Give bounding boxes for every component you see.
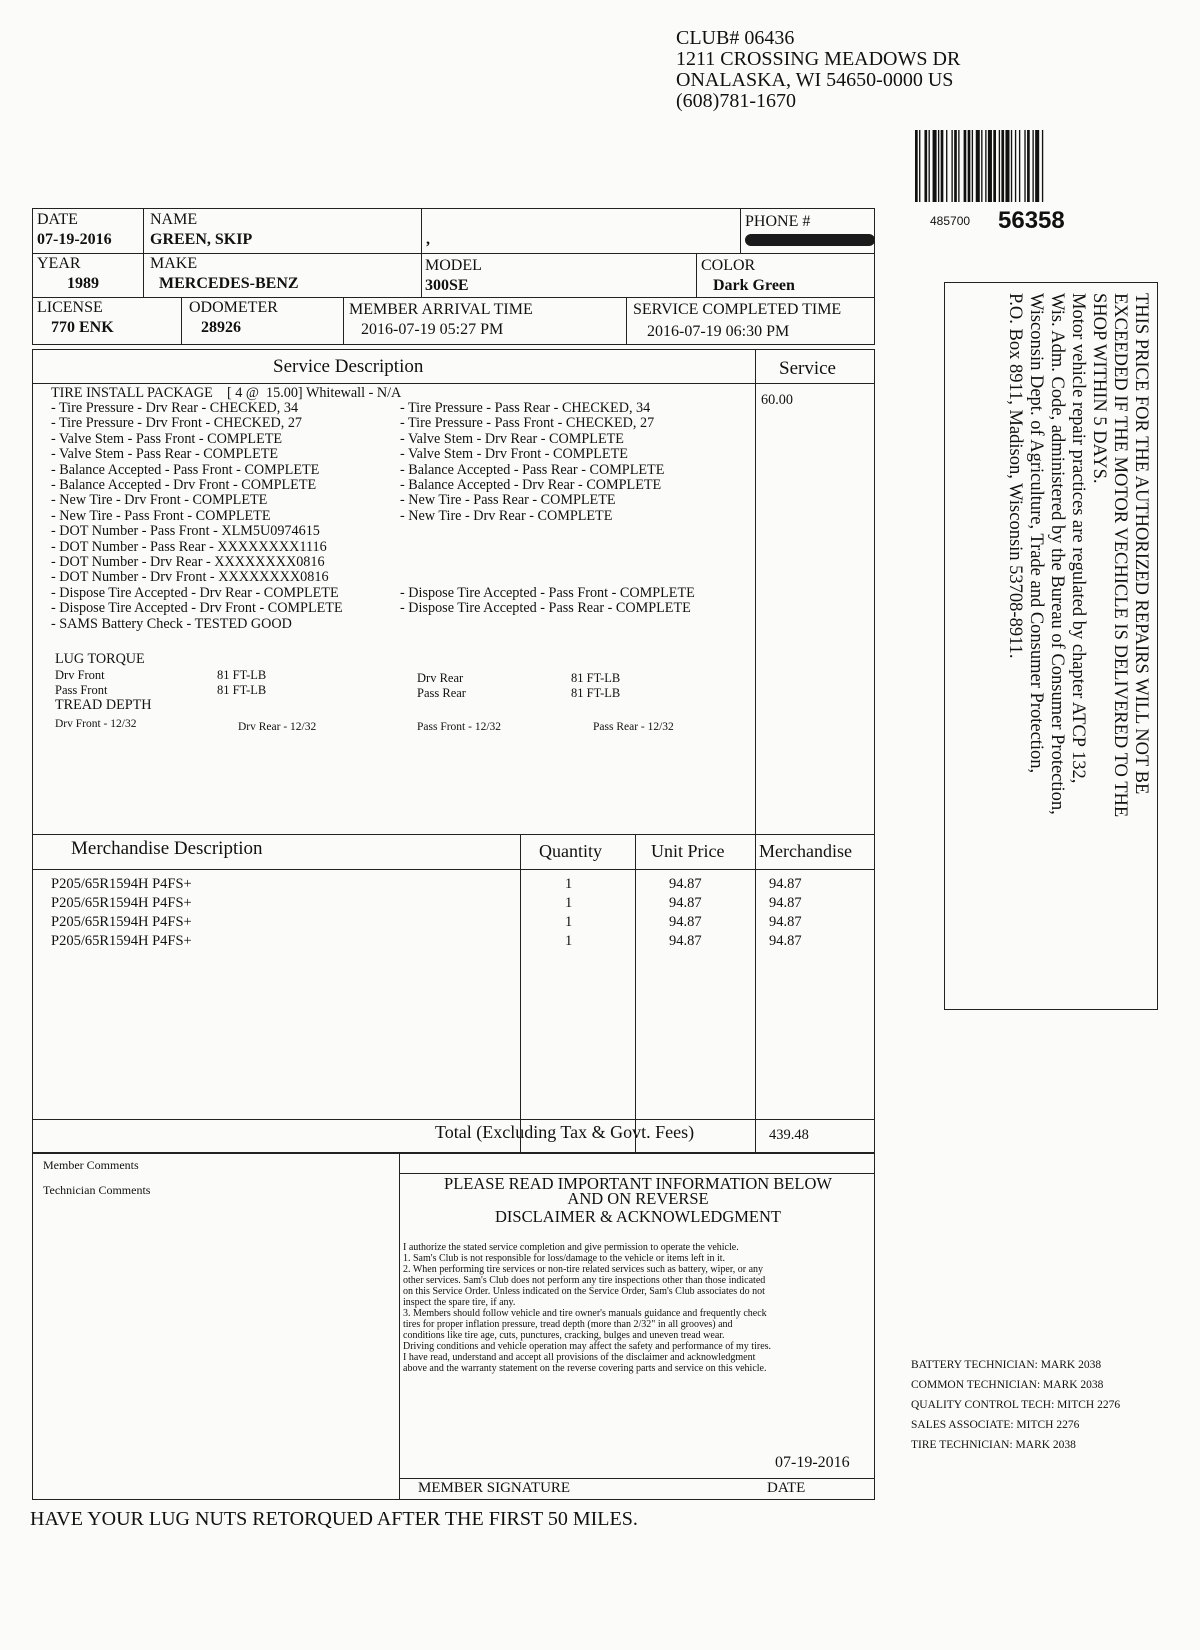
- barcode-bar: [1015, 130, 1016, 202]
- disclaimer-line: conditions like tire age, cuts, punctures, cracking, bulges and uneven tread wear.: [403, 1330, 725, 1341]
- comments-disclaimer-box: [32, 1152, 875, 1500]
- model-label: MODEL: [425, 257, 482, 274]
- service-line: [400, 570, 695, 585]
- notice-line-6: Wisconsin Dept. of Agriculture, Trade and Consumer Protection,: [1026, 293, 1046, 774]
- torque-drv-rear-label: Drv Rear: [417, 671, 464, 685]
- merchandise-line-total: 94.87: [769, 895, 802, 911]
- barcode-bar: [954, 130, 957, 202]
- service-line: - Dispose Tire Accepted - Drv Rear - COMPLETE: [51, 584, 339, 601]
- service-line: - Valve Stem - Drv Rear - COMPLETE: [400, 430, 624, 447]
- service-line: - Dispose Tire Accepted - Pass Front - COMPLETE: [400, 584, 695, 601]
- disclaimer-text: [403, 1242, 873, 1374]
- service-line: - DOT Number - Drv Front - XXXXXXXX0816: [51, 569, 329, 586]
- barcode-bar: [964, 130, 967, 202]
- barcode-bar: [929, 130, 930, 202]
- order-number: 56358: [998, 207, 1065, 234]
- service-line: [400, 524, 695, 539]
- service-lines-right: [400, 401, 695, 617]
- merchandise-row: [33, 933, 874, 952]
- unit-price-header: Unit Price: [651, 841, 725, 861]
- odometer-label: ODOMETER: [189, 299, 278, 316]
- technician-comments-label: Technician Comments: [43, 1183, 151, 1197]
- service-price-header: Service: [779, 358, 836, 379]
- total-value: 439.48: [769, 1127, 809, 1143]
- disclaimer-line: tires for proper inflation pressure, tread depth (more than 2/32" in all grooves) and: [403, 1319, 733, 1330]
- merchandise-row: [33, 914, 874, 933]
- vehicle-make: MERCEDES-BENZ: [159, 275, 299, 292]
- service-line: - Tire Pressure - Pass Rear - CHECKED, 34: [400, 400, 651, 416]
- barcode-bar: [933, 130, 937, 202]
- merchandise-unit-price: 94.87: [669, 914, 702, 930]
- merchandise-rows: [33, 876, 874, 952]
- license-label: LICENSE: [37, 299, 103, 316]
- merchandise-qty: 1: [565, 933, 573, 949]
- date-label: DATE: [37, 211, 78, 228]
- barcode-bar: [1042, 130, 1043, 202]
- license-plate: 770 ENK: [51, 319, 114, 336]
- merchandise-qty: 1: [565, 914, 573, 930]
- disclaimer-line: 2. When performing tire services or non-tire related services such as battery, wiper, or any: [403, 1264, 764, 1275]
- service-date: 07-19-2016: [37, 231, 112, 248]
- barcode-bar: [1011, 130, 1012, 202]
- tread-pass-front: Pass Front - 12/32: [417, 721, 502, 733]
- vehicle-model: 300SE: [425, 277, 469, 294]
- customer-name: GREEN, SKIP: [150, 231, 253, 248]
- merchandise-unit-price: 94.87: [669, 933, 702, 949]
- barcode-bar: [981, 130, 982, 202]
- date-signature-label: DATE: [767, 1480, 806, 1496]
- arrival-label: MEMBER ARRIVAL TIME: [349, 301, 533, 318]
- disclaimer-heading: PLEASE READ IMPORTANT INFORMATION BELOW: [444, 1174, 832, 1193]
- merchandise-unit-price: 94.87: [669, 876, 702, 892]
- merchandise-desc: P205/65R1594H P4FS+: [51, 933, 192, 949]
- merchandise-description-header: Merchandise Description: [71, 838, 263, 859]
- barcode-prefix: 485700: [930, 214, 971, 228]
- notice-line-1: THIS PRICE FOR THE AUTHORIZED REPAIRS WILL NOT BE: [1131, 293, 1151, 795]
- club-street: 1211 CROSSING MEADOWS DR: [676, 48, 961, 70]
- disclaimer-line: Driving conditions and vehicle operation may affect the safety and performance of my tires.: [403, 1341, 772, 1352]
- make-label: MAKE: [150, 255, 198, 272]
- barcode-bar: [919, 130, 920, 202]
- technician-list: [911, 1355, 1120, 1455]
- tread-depth-label: TREAD DEPTH: [55, 697, 152, 713]
- completed-label: SERVICE COMPLETED TIME: [633, 301, 842, 318]
- club-phone: (608)781-1670: [676, 90, 796, 112]
- barcode-bar: [951, 130, 952, 202]
- service-line: - Tire Pressure - Drv Rear - CHECKED, 34: [51, 400, 299, 416]
- barcode-bar: [1005, 130, 1009, 202]
- service-line: - Valve Stem - Pass Front - COMPLETE: [51, 430, 283, 447]
- club-address: [676, 28, 960, 112]
- service-line: - Balance Accepted - Pass Front - COMPLETE: [51, 461, 320, 478]
- quantity-header: Quantity: [539, 841, 602, 861]
- barcode-bar: [993, 130, 996, 202]
- technician-entry: SALES ASSOCIATE: MITCH 2276: [911, 1419, 1080, 1431]
- barcode-bar: [941, 130, 944, 202]
- barcode-bar: [976, 130, 980, 202]
- vehicle-year: 1989: [67, 275, 99, 292]
- service-line: - Balance Accepted - Drv Rear - COMPLETE: [400, 477, 662, 494]
- technician-entry: BATTERY TECHNICIAN: MARK 2038: [911, 1359, 1102, 1371]
- barcode-bar: [1035, 130, 1039, 202]
- vehicle-color: Dark Green: [713, 277, 795, 294]
- torque-pass-front-label: Pass Front: [55, 683, 108, 697]
- club-number: CLUB# 06436: [676, 27, 795, 49]
- barcode-bar: [958, 130, 959, 202]
- service-line: - Valve Stem - Drv Front - COMPLETE: [400, 446, 628, 463]
- service-line: - SAMS Battery Check - TESTED GOOD: [51, 615, 292, 632]
- barcode-bar: [924, 130, 927, 202]
- barcode-bar: [946, 130, 947, 202]
- torque-drv-front-label: Drv Front: [55, 668, 105, 682]
- service-line: - Balance Accepted - Drv Front - COMPLETE: [51, 477, 317, 494]
- arrival-time: 2016-07-19 05:27 PM: [361, 321, 504, 338]
- merchandise-line-total: 94.87: [769, 914, 802, 930]
- signature-date: 07-19-2016: [775, 1454, 850, 1471]
- barcode-bar: [1019, 130, 1020, 202]
- notice-line-4: Motor vehicle repair practices are regulated by chapter ATCP 132,: [1068, 293, 1088, 784]
- lug-torque-label: LUG TORQUE: [55, 651, 145, 667]
- technician-entry: TIRE TECHNICIAN: MARK 2038: [911, 1439, 1076, 1451]
- service-description-header: Service Description: [273, 356, 424, 377]
- disclaimer-line: 3. Members should follow vehicle and tire owner's manuals guidance and frequently check: [403, 1308, 767, 1319]
- merchandise-desc: P205/65R1594H P4FS+: [51, 895, 192, 911]
- name-label: NAME: [150, 211, 198, 228]
- service-line: - New Tire - Pass Front - COMPLETE: [51, 507, 271, 524]
- torque-pass-rear-label: Pass Rear: [417, 686, 466, 700]
- barcode-bar: [988, 130, 992, 202]
- merchandise-total-header: Merchandise: [759, 841, 852, 861]
- service-line: - DOT Number - Drv Rear - XXXXXXXX0816: [51, 554, 325, 571]
- service-line: - New Tire - Drv Rear - COMPLETE: [400, 507, 613, 524]
- service-line: [400, 555, 695, 570]
- barcode-bar: [1001, 130, 1004, 202]
- service-lines-left: [51, 401, 343, 632]
- disclaimer-line: I authorize the stated service completion and give permission to operate the vehicle.: [403, 1242, 739, 1253]
- technician-entry: COMMON TECHNICIAN: MARK 2038: [911, 1379, 1104, 1391]
- merchandise-unit-price: 94.87: [669, 895, 702, 911]
- barcode-bar: [999, 130, 1000, 202]
- year-label: YEAR: [37, 255, 81, 272]
- disclaimer-line: 1. Sam's Club is not responsible for loss/damage to the vehicle or items left in it.: [403, 1253, 726, 1264]
- torque-pass-rear: 81 FT-LB: [571, 686, 621, 700]
- notice-line-7: P.O. Box 8911, Madison, Wisconsin 53708-8911.: [1005, 293, 1025, 659]
- barcode-bar: [915, 130, 918, 202]
- barcode-bar: [1032, 130, 1033, 202]
- service-line: - DOT Number - Pass Front - XLM5U0974615: [51, 523, 320, 540]
- phone-label: PHONE #: [745, 213, 811, 230]
- notice-line-2: EXCEEDED IF THE MOTOR VECHICLE IS DELIVERED TO THE: [1110, 293, 1130, 818]
- color-label: COLOR: [701, 257, 756, 274]
- service-line: - New Tire - Drv Front - COMPLETE: [51, 492, 268, 509]
- torque-drv-front: 81 FT-LB: [217, 668, 267, 682]
- service-line: - Tire Pressure - Drv Front - CHECKED, 27: [51, 415, 303, 432]
- authorized-repairs-notice: [944, 282, 1158, 1010]
- merchandise-qty: 1: [565, 876, 573, 892]
- disclaimer-subheading: AND ON REVERSE: [567, 1189, 709, 1208]
- phone-redacted: [745, 234, 875, 246]
- merchandise-qty: 1: [565, 895, 573, 911]
- customer-info-box: [32, 208, 875, 345]
- merchandise-row: [33, 895, 874, 914]
- service-line: - Dispose Tire Accepted - Drv Front - COMPLETE: [51, 600, 343, 617]
- service-box: [32, 349, 875, 1154]
- technician-entry: QUALITY CONTROL TECH: MITCH 2276: [911, 1399, 1121, 1411]
- service-line: - Tire Pressure - Pass Front - CHECKED, 27: [400, 415, 655, 432]
- tread-drv-rear: Drv Rear - 12/32: [238, 721, 317, 733]
- service-line: - New Tire - Pass Rear - COMPLETE: [400, 492, 616, 509]
- barcode-icon: [915, 130, 1080, 202]
- disclaimer-title: DISCLAIMER & ACKNOWLEDGMENT: [495, 1207, 781, 1226]
- service-price: 60.00: [761, 392, 793, 408]
- service-line: - DOT Number - Pass Rear - XXXXXXXX1116: [51, 538, 327, 555]
- torque-pass-front: 81 FT-LB: [217, 683, 267, 697]
- barcode-bar: [1027, 130, 1030, 202]
- merchandise-line-total: 94.87: [769, 876, 802, 892]
- barcode-bar: [938, 130, 939, 202]
- notice-line-5: Wis. Adm. Code, administered by the Bureau of Consumer Protection,: [1047, 293, 1067, 815]
- tread-pass-rear: Pass Rear - 12/32: [593, 721, 674, 733]
- merchandise-line-total: 94.87: [769, 933, 802, 949]
- barcode-bar: [968, 130, 971, 202]
- tread-drv-front: Drv Front - 12/32: [55, 718, 137, 730]
- torque-drv-rear: 81 FT-LB: [571, 671, 621, 685]
- notice-line-3: SHOP WITHIN 5 DAYS.: [1089, 293, 1109, 484]
- disclaimer-line: other services. Sam's Club does not perform any tire inspections other than those indicated: [403, 1275, 766, 1286]
- retorque-notice: HAVE YOUR LUG NUTS RETORQUED AFTER THE FIRST 50 MILES.: [30, 1508, 638, 1530]
- club-city: ONALASKA, WI 54650-0000 US: [676, 69, 954, 91]
- service-line: - Valve Stem - Pass Rear - COMPLETE: [51, 446, 279, 463]
- service-line: - Dispose Tire Accepted - Pass Rear - COMPLETE: [400, 600, 691, 617]
- disclaimer-line: inspect the spare tire, if any.: [403, 1297, 516, 1308]
- odometer-value: 28926: [201, 319, 241, 336]
- member-signature-label: MEMBER SIGNATURE: [418, 1480, 571, 1496]
- service-line: - Balance Accepted - Pass Rear - COMPLETE: [400, 461, 665, 478]
- barcode-bar: [1024, 130, 1025, 202]
- name-comma: ,: [426, 231, 430, 248]
- total-label: Total (Excluding Tax & Govt. Fees): [435, 1122, 695, 1142]
- disclaimer-line: on this Service Order. Unless indicated on the Service Order, Sam's Club associates do not: [403, 1286, 765, 1297]
- barcode-bar: [972, 130, 973, 202]
- merchandise-row: [33, 876, 874, 895]
- disclaimer-line: above and the warranty statement on the reverse covering parts and service on this vehicle.: [403, 1363, 767, 1374]
- member-comments-label: Member Comments: [43, 1158, 139, 1172]
- barcode-bar: [985, 130, 986, 202]
- disclaimer-line: I have read, understand and accept all provisions of the disclaimer and acknowledgment: [403, 1352, 756, 1363]
- service-line: [400, 540, 695, 555]
- merchandise-desc: P205/65R1594H P4FS+: [51, 914, 192, 930]
- merchandise-desc: P205/65R1594H P4FS+: [51, 876, 192, 892]
- tire-install-package: TIRE INSTALL PACKAGE [ 4 @ 15.00] Whitewall - N/A: [51, 385, 402, 401]
- completed-time: 2016-07-19 06:30 PM: [647, 323, 790, 340]
